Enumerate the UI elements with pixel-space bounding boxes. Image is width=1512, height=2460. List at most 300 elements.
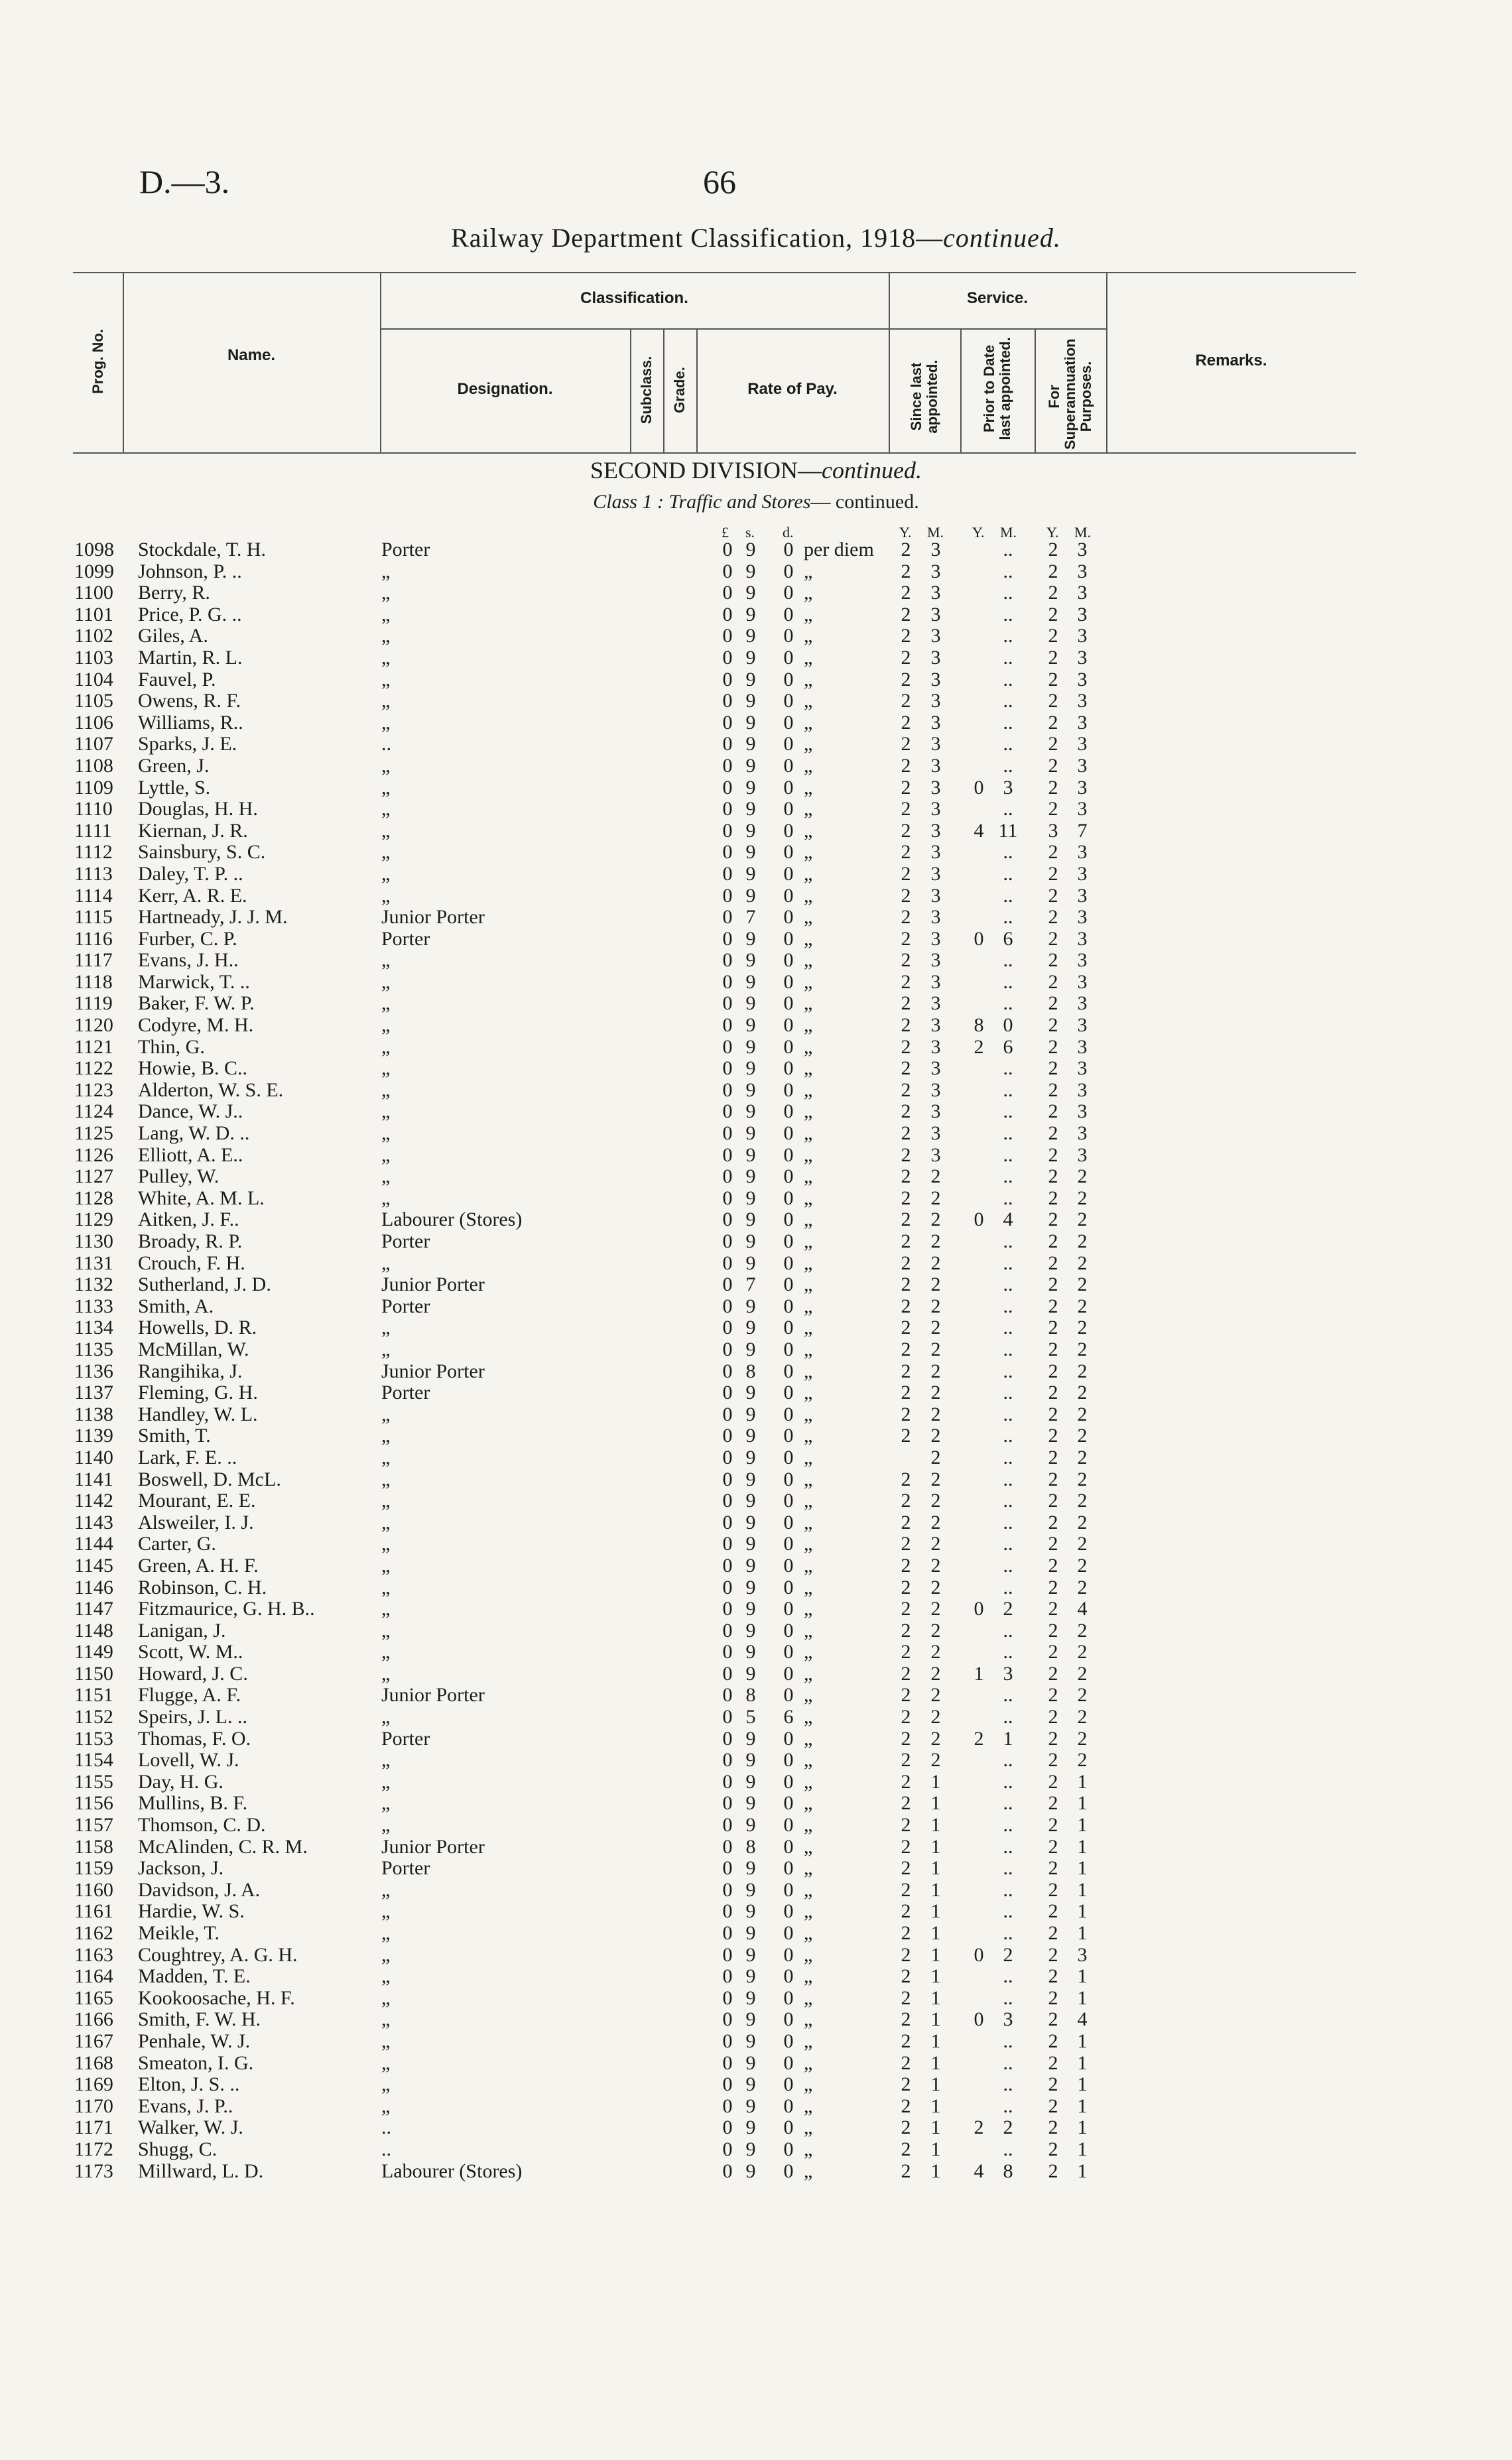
pay-shillings-cell: 7 — [745, 906, 756, 929]
table-row — [0, 1685, 1512, 1707]
header-designation: Designation. — [457, 380, 553, 398]
unit-prior-years: Y. — [972, 524, 985, 541]
since-years-cell: 2 — [901, 560, 911, 582]
designation-cell: „ — [381, 1986, 391, 2009]
table-row — [0, 1837, 1512, 1858]
pay-unit-cell: „ — [804, 733, 813, 755]
since-years-cell: 2 — [901, 1208, 911, 1231]
since-years-cell: 2 — [901, 1749, 911, 1772]
class-name: Class 1 : Traffic and Stores — [593, 491, 811, 513]
designation-cell: „ — [381, 1165, 391, 1188]
super-years-cell: 2 — [1048, 1165, 1058, 1188]
super-months-cell: 2 — [1077, 1533, 1088, 1555]
prior-months-cell: .. — [1003, 884, 1013, 907]
super-years-cell: 2 — [1048, 1857, 1058, 1880]
pay-shillings-cell: 9 — [745, 668, 756, 690]
table-row — [0, 1080, 1512, 1102]
pay-pounds-cell: 0 — [722, 1057, 733, 1080]
super-months-cell: 2 — [1077, 1446, 1088, 1468]
super-years-cell: 2 — [1048, 1706, 1058, 1728]
super-years-cell: 2 — [1048, 1490, 1058, 1512]
pay-unit-cell: „ — [804, 582, 813, 604]
since-months-cell: 2 — [930, 1252, 941, 1274]
unit-since-months: M. — [927, 524, 944, 541]
pay-pence-cell: 0 — [783, 819, 794, 842]
pay-shillings-cell: 9 — [745, 1792, 756, 1815]
pay-shillings-cell: 9 — [745, 1208, 756, 1231]
name-cell: Coughtrey, A. G. H. — [138, 1943, 298, 1966]
since-years-cell: 2 — [901, 1338, 911, 1360]
pay-shillings-cell: 9 — [745, 776, 756, 799]
prior-months-cell: .. — [1003, 1706, 1013, 1728]
designation-cell: Porter — [381, 539, 430, 560]
designation-cell: „ — [381, 970, 391, 993]
super-months-cell: 2 — [1077, 1619, 1088, 1642]
prog-no-cell: 1111 — [74, 819, 112, 842]
pay-unit-cell: „ — [804, 1857, 813, 1880]
designation-cell: „ — [381, 1900, 391, 1923]
designation-cell: „ — [381, 1598, 391, 1620]
prog-no-cell: 1107 — [74, 733, 113, 755]
prior-months-cell: 4 — [1003, 1208, 1013, 1231]
since-years-cell: 2 — [901, 776, 911, 799]
table-row — [0, 929, 1512, 950]
super-months-cell: 3 — [1077, 949, 1088, 972]
super-years-cell: 2 — [1048, 1727, 1058, 1750]
name-cell: Penhale, W. J. — [138, 2030, 251, 2052]
super-months-cell: 1 — [1077, 2160, 1088, 2182]
since-months-cell: 1 — [930, 1835, 941, 1858]
prog-no-cell: 1143 — [74, 1511, 113, 1533]
pay-unit-cell: „ — [804, 1922, 813, 1944]
super-years-cell: 2 — [1048, 539, 1058, 560]
pay-shillings-cell: 9 — [745, 798, 756, 820]
pay-unit-cell: „ — [804, 1878, 813, 1901]
pay-shillings-cell: 9 — [745, 1143, 756, 1166]
since-months-cell: 3 — [930, 949, 941, 972]
designation-cell: „ — [381, 1814, 391, 1837]
pay-shillings-cell: 9 — [745, 1662, 756, 1685]
pay-unit-cell: „ — [804, 711, 813, 734]
pay-pence-cell: 0 — [783, 2160, 794, 2182]
pay-pence-cell: 0 — [783, 1165, 794, 1188]
super-years-cell: 2 — [1048, 776, 1058, 799]
since-years-cell: 2 — [901, 1684, 911, 1707]
prior-months-cell: .. — [1003, 1100, 1013, 1123]
super-months-cell: 1 — [1077, 2138, 1088, 2160]
pay-shillings-cell: 9 — [745, 1533, 756, 1555]
super-years-cell: 2 — [1048, 754, 1058, 777]
pay-pence-cell: 0 — [783, 2116, 794, 2139]
pay-unit-cell: „ — [804, 1706, 813, 1728]
table-row — [0, 1966, 1512, 1988]
super-months-cell: 4 — [1077, 1598, 1088, 1620]
pay-pounds-cell: 0 — [722, 1900, 733, 1923]
prog-no-cell: 1125 — [74, 1122, 113, 1145]
pay-pence-cell: 0 — [783, 1143, 794, 1166]
pay-unit-cell: „ — [804, 1576, 813, 1598]
since-months-cell: 1 — [930, 2008, 941, 2031]
pay-pounds-cell: 0 — [722, 1554, 733, 1577]
pay-unit-cell: per diem — [804, 539, 874, 560]
pay-pence-cell: 0 — [783, 1187, 794, 1209]
super-months-cell: 3 — [1077, 690, 1088, 712]
super-months-cell: 2 — [1077, 1490, 1088, 1512]
since-years-cell: 2 — [901, 1252, 911, 1274]
super-years-cell: 2 — [1048, 927, 1058, 950]
prog-no-cell: 1123 — [74, 1078, 113, 1101]
pay-pounds-cell: 0 — [722, 1922, 733, 1944]
prog-no-cell: 1103 — [74, 646, 113, 669]
prog-no-cell: 1169 — [74, 2073, 113, 2096]
since-months-cell: 2 — [930, 1468, 941, 1490]
header-service: Service. — [966, 289, 1029, 307]
name-cell: Smeaton, I. G. — [138, 2051, 254, 2074]
super-months-cell: 3 — [1077, 646, 1088, 669]
pay-pence-cell: 0 — [783, 970, 794, 993]
prior-months-cell: .. — [1003, 1814, 1013, 1837]
designation-cell: „ — [381, 1014, 391, 1037]
name-cell: Price, P. G. .. — [138, 603, 242, 625]
super-years-cell: 2 — [1048, 862, 1058, 885]
since-years-cell: 2 — [901, 1986, 911, 2009]
since-months-cell: 2 — [930, 1403, 941, 1425]
super-months-cell: 2 — [1077, 1641, 1088, 1663]
prior-months-cell: .. — [1003, 733, 1013, 755]
super-years-cell: 2 — [1048, 1057, 1058, 1080]
prog-no-cell: 1163 — [74, 1943, 113, 1966]
designation-cell: „ — [381, 690, 391, 712]
pay-shillings-cell: 9 — [745, 560, 756, 582]
prior-months-cell: .. — [1003, 1187, 1013, 1209]
pay-pence-cell: 0 — [783, 2051, 794, 2074]
prior-months-cell: .. — [1003, 970, 1013, 993]
super-years-cell: 2 — [1048, 884, 1058, 907]
name-cell: Howells, D. R. — [138, 1317, 257, 1339]
pay-pence-cell: 0 — [783, 1100, 794, 1123]
pay-pounds-cell: 0 — [722, 1122, 733, 1145]
designation-cell: Junior Porter — [381, 1684, 485, 1707]
designation-cell: „ — [381, 1035, 391, 1058]
super-years-cell: 2 — [1048, 646, 1058, 669]
pay-unit-cell: „ — [804, 560, 813, 582]
pay-unit-cell: „ — [804, 1900, 813, 1923]
prior-months-cell: 2 — [1003, 1598, 1013, 1620]
unit-prior-months: M. — [1000, 524, 1017, 541]
since-years-cell: 2 — [901, 1706, 911, 1728]
pay-pounds-cell: 0 — [722, 539, 733, 560]
table-row — [0, 1253, 1512, 1275]
super-months-cell: 3 — [1077, 884, 1088, 907]
since-months-cell: 3 — [930, 841, 941, 864]
super-months-cell: 1 — [1077, 1878, 1088, 1901]
since-months-cell: 2 — [930, 1273, 941, 1296]
pay-pounds-cell: 0 — [722, 646, 733, 669]
super-years-cell: 2 — [1048, 1792, 1058, 1815]
name-cell: Green, A. H. F. — [138, 1554, 259, 1577]
table-row — [0, 885, 1512, 907]
table-row — [0, 1880, 1512, 1902]
pay-unit-cell: „ — [804, 625, 813, 647]
pay-unit-cell: „ — [804, 906, 813, 929]
prior-years-cell: 2 — [974, 1035, 984, 1058]
pay-unit-cell: „ — [804, 646, 813, 669]
pay-pounds-cell: 0 — [722, 2160, 733, 2182]
prog-no-cell: 1137 — [74, 1382, 113, 1404]
designation-cell: „ — [381, 1143, 391, 1166]
super-months-cell: 3 — [1077, 754, 1088, 777]
pay-pounds-cell: 0 — [722, 862, 733, 885]
name-cell: Madden, T. E. — [138, 1965, 251, 1988]
prog-no-cell: 1172 — [74, 2138, 113, 2160]
super-years-cell: 2 — [1048, 798, 1058, 820]
pay-unit-cell: „ — [804, 1014, 813, 1037]
pay-unit-cell: „ — [804, 1403, 813, 1425]
since-months-cell: 2 — [930, 1598, 941, 1620]
pay-pounds-cell: 0 — [722, 1814, 733, 1837]
pay-pence-cell: 0 — [783, 1078, 794, 1101]
header-classification: Classification. — [580, 289, 688, 307]
pay-shillings-cell: 9 — [745, 2138, 756, 2160]
pay-unit-cell: „ — [804, 1662, 813, 1685]
pay-shillings-cell: 9 — [745, 1857, 756, 1880]
name-cell: Alsweiler, I. J. — [138, 1511, 254, 1533]
designation-cell: Junior Porter — [381, 1273, 485, 1296]
since-months-cell: 1 — [930, 1814, 941, 1837]
since-years-cell: 2 — [901, 927, 911, 950]
prog-no-cell: 1112 — [74, 841, 113, 864]
since-months-cell: 3 — [930, 690, 941, 712]
prog-no-cell: 1131 — [74, 1252, 113, 1274]
pay-pence-cell: 0 — [783, 1749, 794, 1772]
pay-pounds-cell: 0 — [722, 1208, 733, 1231]
name-cell: Kookoosache, H. F. — [138, 1986, 295, 2009]
prior-months-cell: .. — [1003, 646, 1013, 669]
pay-shillings-cell: 9 — [745, 1295, 756, 1317]
since-months-cell: 3 — [930, 539, 941, 560]
unit-super-years: Y. — [1046, 524, 1059, 541]
super-months-cell: 2 — [1077, 1706, 1088, 1728]
since-years-cell: 2 — [901, 1143, 911, 1166]
prog-no-cell: 1147 — [74, 1598, 113, 1620]
since-years-cell: 2 — [901, 1425, 911, 1447]
prior-months-cell: .. — [1003, 1230, 1013, 1252]
prog-no-cell: 1144 — [74, 1533, 113, 1555]
pay-shillings-cell: 9 — [745, 970, 756, 993]
designation-cell: „ — [381, 1662, 391, 1685]
prior-years-cell: 1 — [974, 1662, 984, 1685]
pay-pence-cell: 0 — [783, 646, 794, 669]
table-row — [0, 734, 1512, 755]
prior-months-cell: .. — [1003, 2095, 1013, 2117]
since-years-cell: 2 — [901, 1641, 911, 1663]
pay-shillings-cell: 9 — [745, 1078, 756, 1101]
super-years-cell: 2 — [1048, 2073, 1058, 2096]
since-months-cell: 2 — [930, 1749, 941, 1772]
pay-shillings-cell: 9 — [745, 1490, 756, 1512]
name-cell: Walker, W. J. — [138, 2116, 243, 2139]
super-months-cell: 1 — [1077, 1922, 1088, 1944]
pay-shillings-cell: 9 — [745, 949, 756, 972]
table-row — [0, 1015, 1512, 1037]
name-cell: Sutherland, J. D. — [138, 1273, 271, 1296]
prior-months-cell: .. — [1003, 1857, 1013, 1880]
prog-no-cell: 1165 — [74, 1986, 113, 2009]
super-years-cell: 2 — [1048, 1749, 1058, 1772]
pay-unit-cell: „ — [804, 1641, 813, 1663]
pay-pounds-cell: 0 — [722, 2095, 733, 2117]
name-cell: Speirs, J. L. .. — [138, 1706, 247, 1728]
prog-no-cell: 1159 — [74, 1857, 113, 1880]
since-months-cell: 2 — [930, 1382, 941, 1404]
super-years-cell: 2 — [1048, 1382, 1058, 1404]
super-months-cell: 7 — [1077, 819, 1088, 842]
name-cell: Green, J. — [138, 754, 210, 777]
pay-shillings-cell: 9 — [745, 2008, 756, 2031]
pay-pence-cell: 0 — [783, 625, 794, 647]
prior-months-cell: .. — [1003, 668, 1013, 690]
super-months-cell: 3 — [1077, 711, 1088, 734]
super-months-cell: 3 — [1077, 1122, 1088, 1145]
pay-pounds-cell: 0 — [722, 668, 733, 690]
table-row — [0, 1772, 1512, 1793]
super-months-cell: 3 — [1077, 992, 1088, 1015]
since-years-cell: 2 — [901, 1727, 911, 1750]
name-cell: Lark, F. E. .. — [138, 1446, 237, 1468]
pay-shillings-cell: 9 — [745, 1943, 756, 1966]
name-cell: Sparks, J. E. — [138, 733, 237, 755]
table-row — [0, 2053, 1512, 2075]
prog-no-cell: 1100 — [74, 582, 113, 604]
pay-pence-cell: 0 — [783, 862, 794, 885]
pay-pence-cell: 0 — [783, 1014, 794, 1037]
since-months-cell: 2 — [930, 1295, 941, 1317]
super-years-cell: 2 — [1048, 1641, 1058, 1663]
since-months-cell: 1 — [930, 1922, 941, 1944]
pay-pounds-cell: 0 — [722, 2116, 733, 2139]
super-months-cell: 3 — [1077, 1100, 1088, 1123]
since-years-cell: 2 — [901, 733, 911, 755]
since-months-cell: 3 — [930, 711, 941, 734]
designation-cell: .. — [381, 2138, 391, 2160]
super-months-cell: 3 — [1077, 625, 1088, 647]
prior-months-cell: .. — [1003, 1554, 1013, 1577]
pay-pence-cell: 0 — [783, 1122, 794, 1145]
pay-pence-cell: 0 — [783, 1727, 794, 1750]
since-months-cell: 3 — [930, 862, 941, 885]
pay-shillings-cell: 9 — [745, 754, 756, 777]
designation-cell: Porter — [381, 1727, 430, 1750]
name-cell: Howie, B. C.. — [138, 1057, 247, 1080]
prog-no-cell: 1105 — [74, 690, 113, 712]
table-row — [0, 777, 1512, 799]
table-row — [0, 1404, 1512, 1426]
since-years-cell: 2 — [901, 1273, 911, 1296]
pay-unit-cell: „ — [804, 1338, 813, 1360]
designation-cell: „ — [381, 1100, 391, 1123]
designation-cell: „ — [381, 1554, 391, 1577]
prog-no-cell: 1122 — [74, 1057, 113, 1080]
designation-cell: „ — [381, 1619, 391, 1642]
prog-no-cell: 1162 — [74, 1922, 113, 1944]
super-months-cell: 2 — [1077, 1252, 1088, 1274]
pay-shillings-cell: 9 — [745, 1317, 756, 1339]
unit-super-months: M. — [1074, 524, 1092, 541]
pay-unit-cell: „ — [804, 776, 813, 799]
prior-months-cell: .. — [1003, 1878, 1013, 1901]
pay-shillings-cell: 9 — [745, 992, 756, 1015]
since-months-cell: 2 — [930, 1554, 941, 1577]
pay-pounds-cell: 0 — [722, 949, 733, 972]
name-cell: Pulley, W. — [138, 1165, 220, 1188]
table-row — [0, 993, 1512, 1015]
super-years-cell: 2 — [1048, 1835, 1058, 1858]
pay-unit-cell: „ — [804, 1317, 813, 1339]
prog-no-cell: 1124 — [74, 1100, 113, 1123]
designation-cell: „ — [381, 1338, 391, 1360]
super-months-cell: 3 — [1077, 539, 1088, 560]
header-grade: Grade. — [671, 367, 688, 413]
pay-unit-cell: „ — [804, 1230, 813, 1252]
since-years-cell: 2 — [901, 1317, 911, 1339]
col-rule-subclass — [663, 328, 664, 452]
name-cell: Stockdale, T. H. — [138, 539, 267, 560]
name-cell: Rangihika, J. — [138, 1360, 243, 1382]
pay-pence-cell: 0 — [783, 668, 794, 690]
table-row — [0, 1425, 1512, 1447]
page-title-main: Railway Department Classification, 1918— — [451, 223, 944, 253]
prior-months-cell: 11 — [998, 819, 1018, 842]
pay-pounds-cell: 0 — [722, 1014, 733, 1037]
pay-shillings-cell: 9 — [745, 2160, 756, 2182]
since-months-cell: 2 — [930, 1317, 941, 1339]
designation-cell: „ — [381, 1533, 391, 1555]
name-cell: Thomson, C. D. — [138, 1814, 266, 1837]
designation-cell: .. — [381, 2116, 391, 2139]
prog-no-cell: 1152 — [74, 1706, 113, 1728]
designation-cell: Labourer (Stores) — [381, 1208, 523, 1231]
super-years-cell: 2 — [1048, 603, 1058, 625]
super-months-cell: 2 — [1077, 1360, 1088, 1382]
pay-pence-cell: 0 — [783, 1554, 794, 1577]
pay-unit-cell: „ — [804, 970, 813, 993]
name-cell: Codyre, M. H. — [138, 1014, 254, 1037]
page-title-continued: continued. — [943, 223, 1061, 253]
super-years-cell: 2 — [1048, 1425, 1058, 1447]
pay-shillings-cell: 9 — [745, 646, 756, 669]
table-row — [0, 1447, 1512, 1469]
pay-pence-cell: 0 — [783, 927, 794, 950]
designation-cell: „ — [381, 776, 391, 799]
super-months-cell: 3 — [1077, 927, 1088, 950]
since-months-cell: 1 — [930, 1900, 941, 1923]
table-row — [0, 1188, 1512, 1210]
table-row — [0, 1166, 1512, 1188]
super-years-cell: 2 — [1048, 560, 1058, 582]
super-years-cell: 2 — [1048, 1208, 1058, 1231]
prior-months-cell: .. — [1003, 1057, 1013, 1080]
super-months-cell: 1 — [1077, 1857, 1088, 1880]
prior-months-cell: 3 — [1003, 2008, 1013, 2031]
pay-shillings-cell: 9 — [745, 1965, 756, 1988]
since-years-cell: 2 — [901, 1035, 911, 1058]
designation-cell: Junior Porter — [381, 1360, 485, 1382]
super-years-cell: 2 — [1048, 1619, 1058, 1642]
pay-pounds-cell: 0 — [722, 970, 733, 993]
class-subtitle — [0, 491, 1512, 513]
since-years-cell: 2 — [901, 1403, 911, 1425]
name-cell: Lanigan, J. — [138, 1619, 226, 1642]
